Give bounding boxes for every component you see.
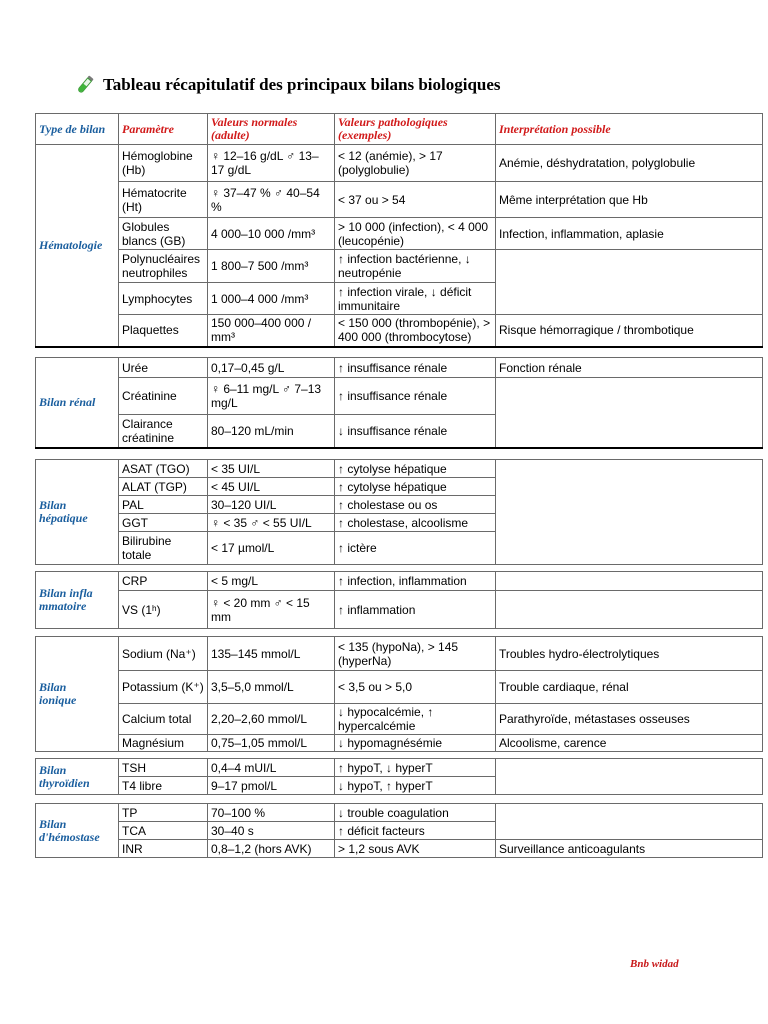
header-type: Type de bilan xyxy=(36,114,119,145)
interp-cell xyxy=(496,378,763,448)
patho-cell: > 10 000 (infection), < 4 000 (leucopénie) xyxy=(335,218,496,250)
param-cell: Polynucléaires neutrophiles xyxy=(119,250,208,283)
header-normal: Valeurs normales (adulte) xyxy=(208,114,335,145)
patho-cell: ↓ insuffisance rénale xyxy=(335,415,496,448)
patho-cell: < 135 (hypoNa), > 145 (hyperNa) xyxy=(335,637,496,671)
inflammatory-table xyxy=(35,571,763,629)
table-row xyxy=(36,591,763,629)
param-cell: Clairance créatinine xyxy=(119,415,208,448)
title-text: Tableau récapitulatif des principaux bilans biologiques xyxy=(103,75,501,94)
header-patho: Valeurs pathologiques (exemples) xyxy=(335,114,496,145)
table-row xyxy=(36,804,763,822)
patho-cell: ↑ cholestase, alcoolisme xyxy=(335,514,496,532)
header-interp: Interprétation possible xyxy=(496,114,763,145)
category-hematologie: Hématologie xyxy=(36,145,119,347)
param-cell: Magnésium xyxy=(119,735,208,752)
patho-cell: ↓ trouble coagulation xyxy=(335,804,496,822)
category-ionique xyxy=(36,637,119,752)
header-row xyxy=(36,114,763,145)
table-row xyxy=(36,460,763,478)
patho-cell: < 37 ou > 54 xyxy=(335,182,496,218)
param-cell: Lymphocytes xyxy=(119,283,208,315)
normal-cell: ♀ 37–47 % ♂ 40–54 % xyxy=(208,182,335,218)
normal-cell: 3,5–5,0 mmol/L xyxy=(208,671,335,704)
patho-cell: > 1,2 sous AVK xyxy=(335,840,496,858)
header-param: Paramètre xyxy=(119,114,208,145)
normal-cell: ♀ 6–11 mg/L ♂ 7–13 mg/L xyxy=(208,378,335,415)
param-cell: Urée xyxy=(119,358,208,378)
normal-cell: 2,20–2,60 mmol/L xyxy=(208,704,335,735)
category-label: Bilan ionique xyxy=(39,680,77,707)
normal-cell: 150 000–400 000 / mm³ xyxy=(208,315,335,347)
normal-cell: 135–145 mmol/L xyxy=(208,637,335,671)
document-title xyxy=(75,72,501,98)
param-cell: Hémoglobine (Hb) xyxy=(119,145,208,182)
patho-cell: ↑ cytolyse hépatique xyxy=(335,460,496,478)
table-row xyxy=(36,572,763,591)
category-hepatique: Bilan hépatique xyxy=(36,460,119,565)
ionic-table xyxy=(35,636,763,752)
category-hemostase: Bilan d'hémostase xyxy=(36,804,119,858)
normal-cell: 70–100 % xyxy=(208,804,335,822)
param-cell: Créatinine xyxy=(119,378,208,415)
interp-cell: Même interprétation que Hb xyxy=(496,182,763,218)
normal-cell: 1 000–4 000 /mm³ xyxy=(208,283,335,315)
interp-cell: Fonction rénale xyxy=(496,358,763,378)
param-cell: ALAT (TGP) xyxy=(119,478,208,496)
normal-cell: 80–120 mL/min xyxy=(208,415,335,448)
table-row xyxy=(36,759,763,777)
normal-cell: < 45 UI/L xyxy=(208,478,335,496)
patho-cell: ↑ infection bactérienne, ↓ neutropénie xyxy=(335,250,496,283)
table-row xyxy=(36,378,763,415)
patho-cell: ↑ cholestase ou os xyxy=(335,496,496,514)
param-cell: ASAT (TGO) xyxy=(119,460,208,478)
interp-cell: Anémie, déshydratation, polyglobulie xyxy=(496,145,763,182)
table-row xyxy=(36,840,763,858)
patho-cell: < 12 (anémie), > 17 (polyglobulie) xyxy=(335,145,496,182)
normal-cell: ♀ 12–16 g/dL ♂ 13–17 g/dL xyxy=(208,145,335,182)
table-row xyxy=(36,637,763,671)
param-cell: Calcium total xyxy=(119,704,208,735)
patho-cell: ↑ insuffisance rénale xyxy=(335,378,496,415)
param-cell: Sodium (Na⁺) xyxy=(119,637,208,671)
hemostasis-table xyxy=(35,803,763,858)
param-cell: T4 libre xyxy=(119,777,208,795)
normal-cell: ♀ < 20 mm ♂ < 15 mm xyxy=(208,591,335,629)
normal-cell: 0,4–4 mUI/L xyxy=(208,759,335,777)
normal-cell: 0,8–1,2 (hors AVK) xyxy=(208,840,335,858)
param-cell: Bilirubine totale xyxy=(119,532,208,565)
patho-cell: < 3,5 ou > 5,0 xyxy=(335,671,496,704)
table-row xyxy=(36,735,763,752)
normal-cell: 9–17 pmol/L xyxy=(208,777,335,795)
interp-cell xyxy=(496,460,763,565)
param-cell: TSH xyxy=(119,759,208,777)
table-row xyxy=(36,218,763,250)
interp-cell: Parathyroïde, métastases osseuses xyxy=(496,704,763,735)
normal-cell: 0,75–1,05 mmol/L xyxy=(208,735,335,752)
param-cell: TCA xyxy=(119,822,208,840)
patho-cell: ↓ hypocalcémie, ↑ hypercalcémie xyxy=(335,704,496,735)
interp-cell xyxy=(496,572,763,591)
table-row xyxy=(36,145,763,182)
param-cell: VS (1ʰ) xyxy=(119,591,208,629)
interp-cell xyxy=(496,250,763,315)
interp-cell: Infection, inflammation, aplasie xyxy=(496,218,763,250)
normal-cell: 4 000–10 000 /mm³ xyxy=(208,218,335,250)
table-row xyxy=(36,358,763,378)
interp-cell: Trouble cardiaque, rénal xyxy=(496,671,763,704)
param-cell: GGT xyxy=(119,514,208,532)
normal-cell: < 5 mg/L xyxy=(208,572,335,591)
interp-cell xyxy=(496,591,763,629)
param-cell: INR xyxy=(119,840,208,858)
category-label: Bilan inflammatoire xyxy=(39,586,93,613)
category-inflammatoire xyxy=(36,572,119,629)
interp-cell xyxy=(496,759,763,795)
patho-cell: ↑ infection, inflammation xyxy=(335,572,496,591)
param-cell: PAL xyxy=(119,496,208,514)
hematology-table xyxy=(35,113,763,348)
test-tube-icon xyxy=(75,74,95,96)
normal-cell: < 17 µmol/L xyxy=(208,532,335,565)
normal-cell: 0,17–0,45 g/L xyxy=(208,358,335,378)
patho-cell: ↑ inflammation xyxy=(335,591,496,629)
patho-cell: ↑ insuffisance rénale xyxy=(335,358,496,378)
thyroid-table xyxy=(35,758,763,795)
hepatic-table xyxy=(35,459,763,565)
renal-table xyxy=(35,357,763,449)
normal-cell: 30–40 s xyxy=(208,822,335,840)
patho-cell: ↑ cytolyse hépatique xyxy=(335,478,496,496)
patho-cell: ↑ infection virale, ↓ déficit immunitaire xyxy=(335,283,496,315)
normal-cell: ♀ < 35 ♂ < 55 UI/L xyxy=(208,514,335,532)
category-label: Bilan thyroïdien xyxy=(39,762,90,790)
patho-cell: < 150 000 (thrombopénie), > 400 000 (thrombocytose) xyxy=(335,315,496,347)
table-row xyxy=(36,250,763,283)
table-row xyxy=(36,182,763,218)
table-row xyxy=(36,315,763,347)
author-signature: Bnb widad xyxy=(630,958,679,970)
interp-cell: Risque hémorragique / thrombotique xyxy=(496,315,763,347)
param-cell: CRP xyxy=(119,572,208,591)
interp-cell: Alcoolisme, carence xyxy=(496,735,763,752)
patho-cell: ↓ hypoT, ↑ hyperT xyxy=(335,777,496,795)
normal-cell: 1 800–7 500 /mm³ xyxy=(208,250,335,283)
category-renal: Bilan rénal xyxy=(36,358,119,448)
param-cell: Hématocrite (Ht) xyxy=(119,182,208,218)
patho-cell: ↓ hypomagnésémie xyxy=(335,735,496,752)
interp-cell: Surveillance anticoagulants xyxy=(496,840,763,858)
param-cell: Potassium (K⁺) xyxy=(119,671,208,704)
normal-cell: 30–120 UI/L xyxy=(208,496,335,514)
patho-cell: ↑ déficit facteurs xyxy=(335,822,496,840)
interp-cell xyxy=(496,804,763,840)
patho-cell: ↑ hypoT, ↓ hyperT xyxy=(335,759,496,777)
param-cell: Globules blancs (GB) xyxy=(119,218,208,250)
category-thyroidien xyxy=(36,759,119,795)
normal-cell: < 35 UI/L xyxy=(208,460,335,478)
param-cell: Plaquettes xyxy=(119,315,208,347)
param-cell: TP xyxy=(119,804,208,822)
table-row xyxy=(36,671,763,704)
interp-cell: Troubles hydro-électrolytiques xyxy=(496,637,763,671)
table-row xyxy=(36,704,763,735)
patho-cell: ↑ ictère xyxy=(335,532,496,565)
